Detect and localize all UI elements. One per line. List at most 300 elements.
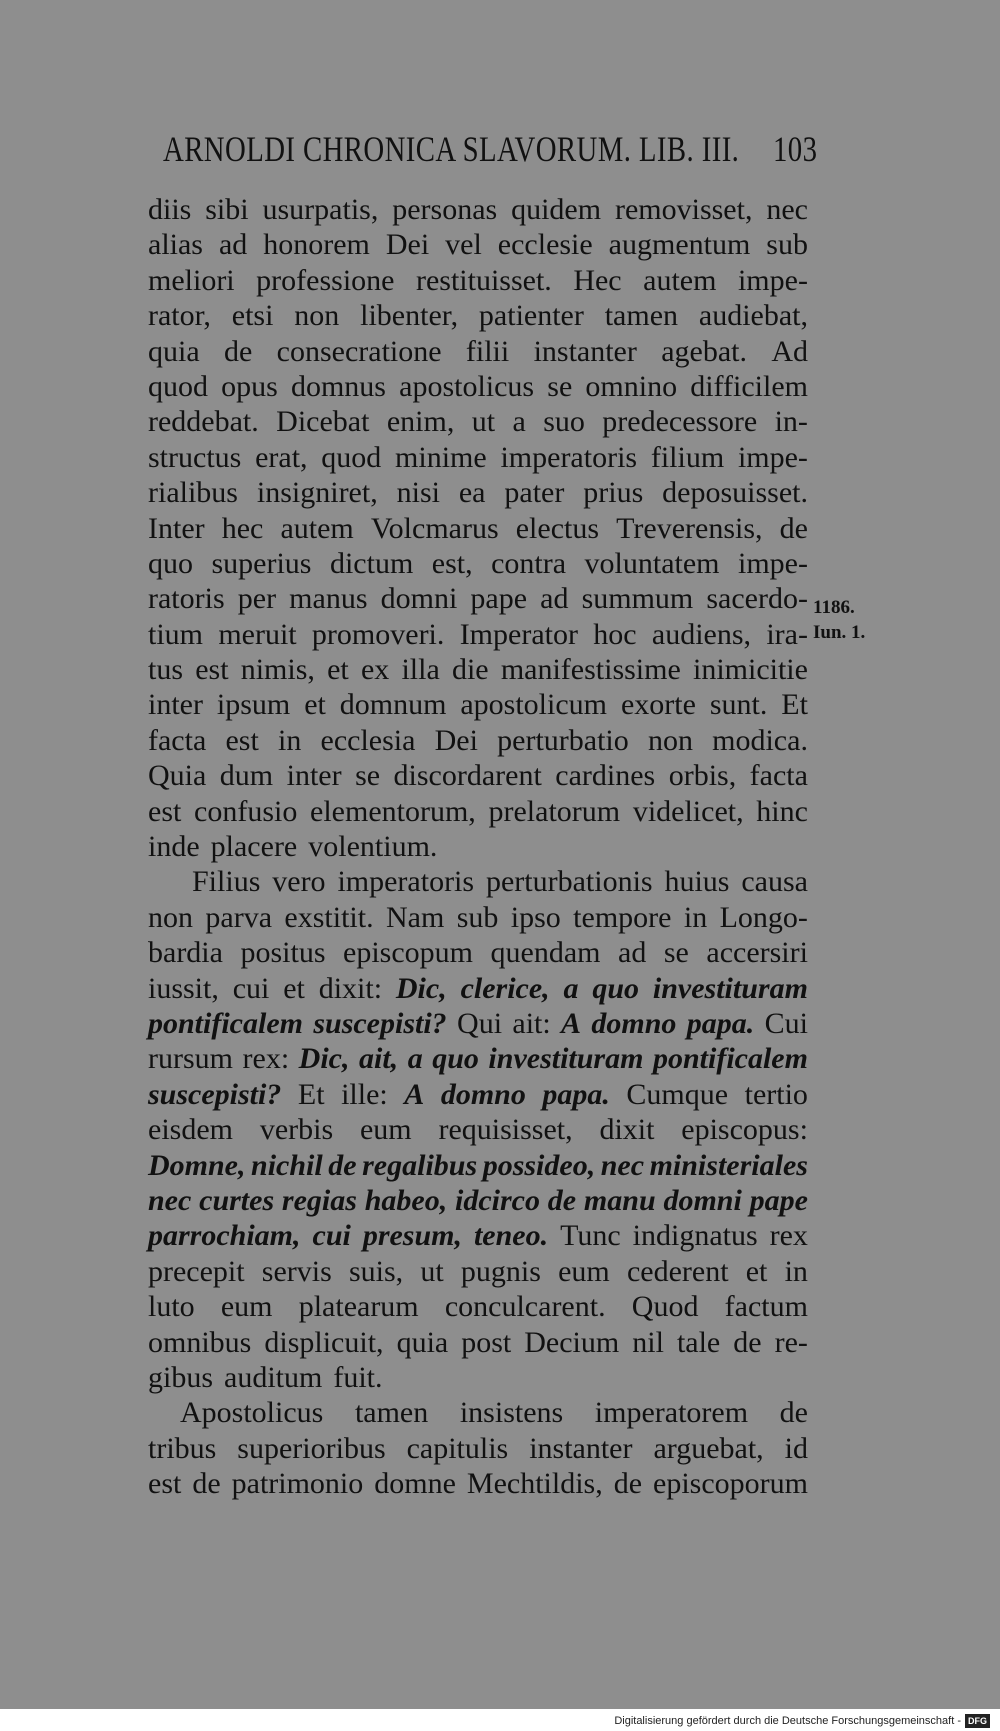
word: suscepisti? xyxy=(148,1077,282,1111)
word: servis xyxy=(261,1254,332,1288)
text-line xyxy=(148,440,808,475)
word: ut xyxy=(420,1254,444,1288)
word: quia xyxy=(396,1325,449,1359)
word: orbis, xyxy=(668,759,737,793)
text-line xyxy=(148,298,808,333)
word: arguebat, xyxy=(653,1431,764,1465)
word: regalibus xyxy=(362,1148,478,1182)
word: inter xyxy=(286,759,342,793)
word: non xyxy=(294,299,340,333)
word: manifestissime xyxy=(500,653,681,687)
text-line xyxy=(148,723,808,758)
text-line xyxy=(148,263,808,298)
word: Filius xyxy=(192,865,261,899)
word: Quod xyxy=(631,1290,699,1324)
word: superius xyxy=(211,546,312,580)
word: et xyxy=(327,653,349,687)
word: cui xyxy=(232,971,270,1005)
word: Cui xyxy=(764,1006,808,1040)
text-line xyxy=(148,829,808,864)
word: Volcmarus xyxy=(370,511,499,545)
word: videlicet, xyxy=(632,794,744,828)
text-line xyxy=(148,1077,808,1112)
word: Apostolicus xyxy=(180,1396,324,1430)
word: removisset, xyxy=(614,193,753,226)
word: sunt. xyxy=(709,688,768,722)
word: manus xyxy=(289,582,368,616)
word: parva xyxy=(205,900,273,934)
text-line xyxy=(148,652,808,687)
word: eisdem xyxy=(148,1113,233,1147)
word: tribus xyxy=(148,1431,217,1465)
word: sub xyxy=(456,900,499,934)
word: ad xyxy=(618,936,647,970)
word: erat, xyxy=(255,440,308,474)
word: tamen xyxy=(354,1396,429,1430)
word: patienter xyxy=(478,299,584,333)
word: capitulis xyxy=(406,1431,509,1465)
word: Dic, xyxy=(395,971,447,1005)
word: sibi xyxy=(205,193,249,226)
word: rator, xyxy=(148,299,211,333)
word: etsi xyxy=(231,299,274,333)
word: confusio xyxy=(194,794,298,828)
word: pontificalem xyxy=(148,1006,303,1040)
word: Dei xyxy=(434,723,478,757)
word: domne xyxy=(374,1467,456,1501)
word: domno xyxy=(591,1006,677,1040)
word: ad xyxy=(218,228,248,262)
word: post xyxy=(461,1325,512,1359)
word: impe- xyxy=(738,546,808,580)
word: accersiri xyxy=(706,936,808,970)
word: placere xyxy=(210,830,298,864)
word: ait: xyxy=(512,1006,551,1040)
word: rursum xyxy=(148,1042,233,1076)
word: suscepisti? xyxy=(313,1006,447,1040)
word: impe- xyxy=(737,440,808,474)
word: hoc xyxy=(593,617,637,651)
word: quo xyxy=(432,1042,479,1076)
word: pape xyxy=(470,582,528,616)
word: a xyxy=(563,971,579,1005)
text-line xyxy=(148,546,808,581)
text-line xyxy=(148,1183,808,1218)
word: augmentum xyxy=(608,228,751,262)
word: insigniret, xyxy=(256,476,378,510)
word: structus xyxy=(148,440,242,474)
word: de xyxy=(223,334,253,368)
dfg-logo: DFG xyxy=(965,1714,990,1728)
word: imperatorem xyxy=(594,1396,749,1430)
text-line xyxy=(148,1395,808,1430)
word: meruit xyxy=(218,617,297,651)
word: Hec xyxy=(573,263,622,297)
word: insistens xyxy=(459,1396,564,1430)
word: investituram xyxy=(488,1042,644,1076)
text-line xyxy=(148,1148,808,1183)
word: ad xyxy=(540,582,569,616)
word: per xyxy=(237,582,277,616)
text-line xyxy=(148,334,808,369)
text-line xyxy=(148,1466,808,1501)
text-line xyxy=(148,971,808,1006)
word: tempore xyxy=(573,900,672,934)
word: Treverensis, xyxy=(616,511,763,545)
word: summum xyxy=(581,582,694,616)
word: indignatus xyxy=(632,1219,758,1253)
word: Dei xyxy=(385,228,430,262)
word: cederent xyxy=(626,1254,729,1288)
word: restituisset. xyxy=(415,263,552,297)
footer-text: Digitalisierung gefördert durch die Deutsche Forschungsgemeinschaft - xyxy=(614,1715,961,1727)
word: A xyxy=(561,1006,582,1040)
word: quia xyxy=(148,334,200,368)
word: facta xyxy=(749,759,808,793)
word: ait, xyxy=(359,1042,399,1076)
word: suo xyxy=(543,405,585,439)
word: omnibus xyxy=(148,1325,252,1359)
word: episcoporum xyxy=(653,1467,808,1501)
word: enim, xyxy=(386,405,455,439)
word: regias xyxy=(281,1183,357,1217)
word: rex xyxy=(769,1219,808,1253)
word: papa. xyxy=(542,1077,610,1111)
word: est xyxy=(195,653,229,687)
text-line xyxy=(148,581,808,616)
text-line xyxy=(148,404,808,439)
word: omnino xyxy=(585,369,678,403)
word: auditum xyxy=(224,1360,323,1394)
word: et xyxy=(283,971,305,1005)
word: requisisset, xyxy=(438,1113,573,1147)
word: investituram xyxy=(652,971,808,1005)
word: diis xyxy=(148,193,192,226)
word: ratoris xyxy=(148,582,225,616)
word: alias xyxy=(148,228,203,262)
word: in- xyxy=(774,405,808,439)
text-line xyxy=(148,1325,808,1360)
word: re- xyxy=(774,1325,808,1359)
word: domnum xyxy=(339,688,447,722)
word: Et xyxy=(781,688,808,722)
word: et xyxy=(304,688,326,722)
word: platearum xyxy=(298,1290,419,1324)
word: Qui xyxy=(457,1006,503,1040)
text-line xyxy=(148,1254,808,1289)
word: cui xyxy=(312,1219,351,1253)
word: pontificalem xyxy=(652,1042,808,1076)
word: conculcarent. xyxy=(444,1290,606,1324)
word: Ad xyxy=(771,334,808,368)
word: verbis xyxy=(259,1113,334,1147)
word: imperatoris xyxy=(500,440,638,474)
word: positus xyxy=(240,936,326,970)
text-line xyxy=(148,1006,808,1041)
word: predecessore xyxy=(602,405,758,439)
word: nec xyxy=(600,1148,645,1182)
word: professione xyxy=(256,263,395,297)
word: pugnis xyxy=(460,1254,541,1288)
word: id xyxy=(784,1431,808,1465)
word: a xyxy=(512,405,526,439)
text-line xyxy=(148,758,808,793)
word: de xyxy=(613,1467,643,1501)
word: se xyxy=(663,936,689,970)
word: quod xyxy=(148,369,208,403)
word: inimicitie xyxy=(692,653,808,687)
word: displicuit, xyxy=(264,1325,384,1359)
word: dixit: xyxy=(318,971,383,1005)
word: Dic, xyxy=(298,1042,350,1076)
text-line xyxy=(148,369,808,404)
word: Tunc xyxy=(560,1219,621,1253)
word: de xyxy=(779,511,808,545)
word: electus xyxy=(515,511,600,545)
text-line xyxy=(148,794,808,829)
word: papa. xyxy=(686,1006,755,1040)
word: instanter xyxy=(533,334,637,368)
word: dictum xyxy=(329,546,414,580)
word: Cumque xyxy=(626,1077,729,1111)
word: teneo. xyxy=(473,1219,549,1253)
word: de xyxy=(547,1183,577,1217)
text-line xyxy=(148,1360,808,1395)
word: inde xyxy=(148,830,200,864)
word: volentium. xyxy=(308,830,438,864)
word: non xyxy=(148,900,193,934)
word: idcirco xyxy=(455,1183,540,1217)
word: Longo- xyxy=(719,900,808,934)
word: patrimonio xyxy=(231,1467,364,1501)
word: apostolicum xyxy=(460,688,608,722)
word: honorem xyxy=(263,228,370,262)
text-line xyxy=(148,1289,808,1324)
word: est xyxy=(148,794,182,828)
text-line xyxy=(148,1112,808,1147)
word: Et xyxy=(297,1077,325,1111)
word: in xyxy=(277,723,302,757)
word: ira- xyxy=(766,617,808,651)
word: Mechtildis, xyxy=(466,1467,603,1501)
word: tertio xyxy=(744,1077,808,1111)
word: manu xyxy=(583,1183,656,1217)
word: contra xyxy=(491,546,567,580)
word: imperatoris xyxy=(337,865,475,899)
word: instanter xyxy=(529,1431,633,1465)
word: precepit xyxy=(148,1254,245,1288)
word: Nam xyxy=(385,900,445,934)
word: rex: xyxy=(242,1042,290,1076)
word: ut xyxy=(471,405,496,439)
word: parrochiam, xyxy=(148,1219,301,1253)
word: difficilem xyxy=(690,369,808,403)
word: facta xyxy=(148,723,207,757)
running-header xyxy=(163,124,817,174)
word: quendam xyxy=(490,936,601,970)
word: tus xyxy=(148,653,184,687)
text-line xyxy=(148,511,808,546)
word: est xyxy=(225,723,259,757)
word: causa xyxy=(741,865,808,899)
word: apostolicus xyxy=(399,369,535,403)
word: dum xyxy=(219,759,274,793)
word: Domne, xyxy=(148,1148,246,1182)
word: Quia xyxy=(148,759,207,793)
word: possideo, xyxy=(482,1148,596,1182)
word: fuit. xyxy=(333,1360,383,1394)
word: suis, xyxy=(348,1254,404,1288)
word: rialibus xyxy=(148,476,238,510)
word: impe- xyxy=(737,263,808,297)
word: usurpatis, xyxy=(262,193,379,226)
word: nec xyxy=(766,193,808,226)
word: se xyxy=(547,369,573,403)
word: gibus xyxy=(148,1360,214,1394)
word: autem xyxy=(280,511,354,545)
word: non xyxy=(647,723,693,757)
word: episcopum xyxy=(343,936,474,970)
word: agebat. xyxy=(661,334,747,368)
word: autem xyxy=(643,263,717,297)
word: tamen xyxy=(604,299,679,333)
word: superioribus xyxy=(237,1431,386,1465)
word: in xyxy=(683,900,708,934)
word: nil xyxy=(632,1325,664,1359)
word: habeo, xyxy=(364,1183,448,1217)
word: episcopus: xyxy=(681,1113,808,1147)
word: domno xyxy=(440,1077,526,1111)
word: cardines xyxy=(555,759,656,793)
word: dixit xyxy=(599,1113,655,1147)
footer-credit xyxy=(614,1713,990,1729)
word: inter xyxy=(148,688,203,722)
word: hinc xyxy=(756,794,808,828)
word: ipsum xyxy=(216,688,291,722)
word: filium xyxy=(650,440,725,474)
margin-note-date: Iun. 1. xyxy=(813,622,866,643)
word: de xyxy=(733,1325,762,1359)
text-line xyxy=(148,227,808,262)
word: tium xyxy=(148,617,204,651)
word: nichil xyxy=(251,1148,323,1182)
word: de xyxy=(779,1396,808,1430)
word: audiens, xyxy=(651,617,752,651)
word: in xyxy=(784,1254,808,1288)
word: modica. xyxy=(712,723,808,757)
word: minime xyxy=(395,440,487,474)
word: pater xyxy=(504,476,565,510)
word: promoveri. xyxy=(311,617,445,651)
word: quo xyxy=(148,546,193,580)
word: eum xyxy=(220,1290,273,1324)
word: se xyxy=(355,759,381,793)
text-line xyxy=(148,617,808,652)
word: ministeriales xyxy=(649,1148,808,1182)
word: deposuisset. xyxy=(662,476,808,510)
word: quidem xyxy=(511,193,602,226)
word: opus xyxy=(221,369,278,403)
word: curtes xyxy=(199,1183,275,1217)
word: exstitit. xyxy=(284,900,374,934)
word: ea xyxy=(458,476,486,510)
word: vero xyxy=(272,865,326,899)
word: A xyxy=(404,1077,425,1111)
text-line xyxy=(148,192,808,227)
text-line xyxy=(148,1218,808,1253)
word: meliori xyxy=(148,263,235,297)
word: est, xyxy=(431,546,473,580)
text-line xyxy=(148,1041,808,1076)
word: libenter, xyxy=(360,299,459,333)
word: filii xyxy=(465,334,510,368)
word: Imperator xyxy=(459,617,578,651)
word: tale xyxy=(676,1325,721,1359)
word: quo xyxy=(592,971,640,1005)
word: nisi xyxy=(396,476,440,510)
body-text xyxy=(148,192,808,1501)
word: sacerdo- xyxy=(706,582,808,616)
word: sub xyxy=(766,228,808,262)
word: ecclesia xyxy=(320,723,416,757)
word: consecratione xyxy=(276,334,442,368)
word: ipso xyxy=(510,900,561,934)
word: de xyxy=(192,1467,221,1501)
word: personas xyxy=(392,193,498,226)
word: clerice, xyxy=(460,971,550,1005)
word: a xyxy=(407,1042,423,1076)
word: discordarent xyxy=(393,759,542,793)
word: domnus xyxy=(290,369,386,403)
text-line xyxy=(148,864,808,899)
page-number: 103 xyxy=(773,129,818,169)
text-line xyxy=(148,475,808,510)
word: ex xyxy=(360,653,390,687)
word: iussit, xyxy=(148,971,219,1005)
word: exorte xyxy=(620,688,696,722)
word: prius xyxy=(583,476,644,510)
word: eum xyxy=(359,1113,412,1147)
word: pape xyxy=(749,1183,808,1217)
word: factum xyxy=(724,1290,808,1324)
text-line xyxy=(148,1431,808,1466)
word: Dicebat xyxy=(276,405,370,439)
word: eum xyxy=(558,1254,610,1288)
word: presum, xyxy=(362,1219,462,1253)
word: domni xyxy=(663,1183,742,1217)
header-title: ARNOLDI CHRONICA SLAVORUM. LIB. III. xyxy=(163,129,740,169)
word: ille: xyxy=(341,1077,388,1111)
word: audiebat, xyxy=(698,299,808,333)
word: Decium xyxy=(524,1325,620,1359)
word: nimis, xyxy=(240,653,315,687)
text-line xyxy=(148,935,808,970)
word: luto xyxy=(148,1290,195,1324)
word: vel xyxy=(445,228,482,262)
word: de xyxy=(328,1148,357,1182)
word: voluntatem xyxy=(584,546,720,580)
word: domni xyxy=(380,582,458,616)
word: perturbationis xyxy=(485,865,653,899)
word: quod xyxy=(321,440,382,474)
word: huius xyxy=(664,865,730,899)
word: ecclesie xyxy=(497,228,593,262)
word: die xyxy=(451,653,489,687)
word: bardia xyxy=(148,936,223,970)
word: hec xyxy=(221,511,264,545)
word: elementorum, xyxy=(310,794,476,828)
word: perturbatio xyxy=(497,723,629,757)
